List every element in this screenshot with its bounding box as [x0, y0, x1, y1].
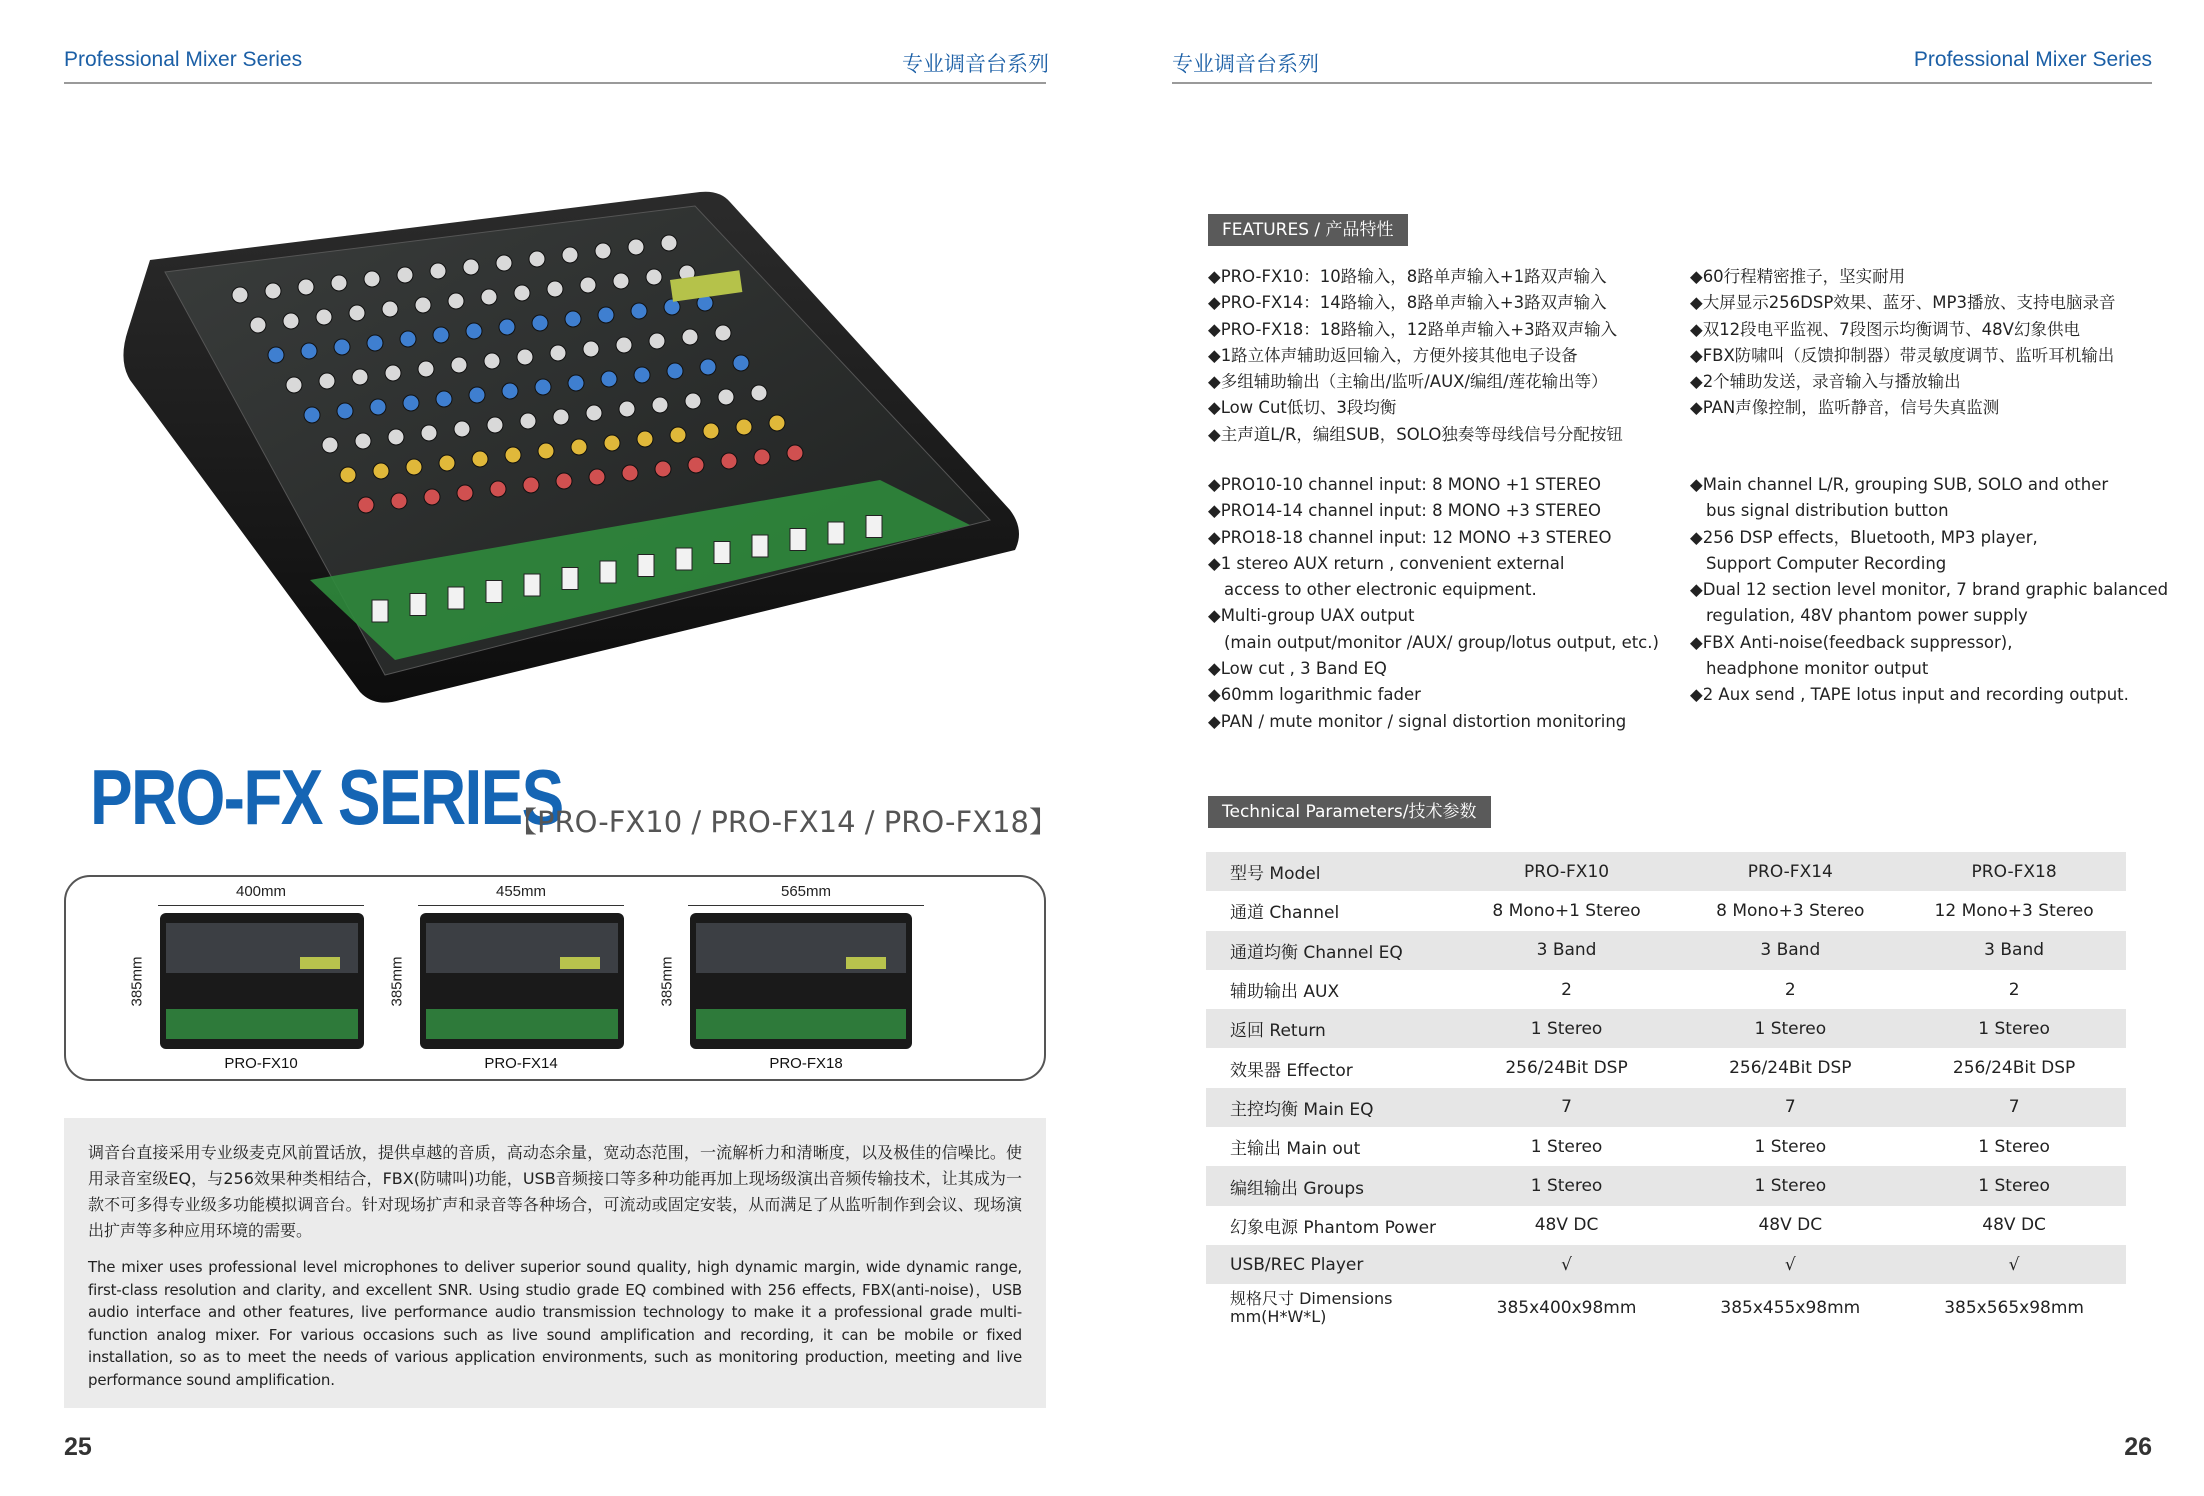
mixer-knob	[547, 281, 563, 297]
mixer-knob	[250, 317, 266, 333]
param-label: 通道 Channel	[1230, 903, 1340, 924]
mixer-knob	[514, 285, 530, 301]
mixer-knob	[733, 355, 749, 371]
param-label: 效果器 Effector	[1230, 1060, 1353, 1081]
mixer-knob	[265, 283, 281, 299]
param-value: 1 Stereo	[1455, 1009, 1679, 1048]
unit-depth-label: 385mm	[128, 956, 146, 1007]
feature-item: ◆Low Cut低切、3段均衡	[1208, 398, 1397, 418]
feature-item: ◆大屏显示256DSP效果、蓝牙、MP3播放、支持电脑录音	[1690, 293, 2116, 313]
mixer-fader	[524, 574, 540, 596]
mixer-knob	[232, 287, 248, 303]
param-label: 幻象电源 Phantom Power	[1230, 1217, 1437, 1238]
table-row	[1206, 1048, 2126, 1087]
mixer-knob	[553, 409, 569, 425]
mixer-knob	[598, 307, 614, 323]
unit-name: PRO-FX14	[484, 1055, 558, 1072]
mixer-fader	[448, 587, 464, 609]
features-cn-left	[1208, 264, 1623, 448]
mixer-knob	[454, 421, 470, 437]
mixer-knob	[754, 449, 770, 465]
mixer-knob	[505, 447, 521, 463]
mixer-knob	[415, 297, 431, 313]
mixer-knob	[532, 315, 548, 331]
mixer-knob	[631, 303, 647, 319]
param-label: 辅助输出 AUX	[1230, 982, 1340, 1003]
mixer-knob	[319, 373, 335, 389]
mixer-knob	[655, 461, 671, 477]
feature-item-continued: regulation, 48V phantom power supply	[1706, 606, 2028, 626]
table-row	[1206, 1127, 2126, 1166]
table-row	[1206, 1284, 2126, 1332]
feature-item-continued: (main output/monitor /AUX/ group/lotus output, etc.)	[1224, 632, 1659, 652]
mixer-knob	[586, 405, 602, 421]
mixer-knob	[373, 463, 389, 479]
feature-item: ◆PRO18-18 channel input: 12 MONO +3 STEREO	[1208, 527, 1612, 547]
feature-item: ◆FBX防啸叫（反馈抑制器）带灵敏度调节、监听耳机输出	[1690, 345, 2115, 365]
param-value: 48V DC	[1534, 1215, 1599, 1236]
mixer-knob	[355, 433, 371, 449]
feature-item: ◆60mm logarithmic fader	[1208, 685, 1421, 705]
param-value: 385x565x98mm	[1944, 1298, 2084, 1319]
feature-item: ◆256 DSP effects，Bluetooth, MP3 player,	[1690, 527, 2038, 547]
features-en-right	[1690, 472, 2168, 709]
unit-pro-fx14	[388, 877, 696, 1083]
mixer-knob	[769, 415, 785, 431]
mixer-knob	[268, 347, 284, 363]
mixer-knob	[649, 333, 665, 349]
mixer-knob	[430, 263, 446, 279]
param-label: 通道均衡 Channel EQ	[1206, 931, 1455, 970]
mixer-fader	[752, 535, 768, 557]
param-value: √	[1678, 1245, 1902, 1284]
mixer-knob	[652, 397, 668, 413]
param-value: 8 Mono+1 Stereo	[1492, 900, 1641, 921]
mixer-fader	[828, 522, 844, 544]
mixer-thumbnail	[420, 913, 624, 1049]
param-value: 7	[1455, 1088, 1679, 1127]
param-value: 1 Stereo	[1754, 1136, 1827, 1157]
table-row	[1206, 931, 2126, 970]
mixer-fader	[486, 581, 502, 603]
mixer-knob	[490, 481, 506, 497]
mixer-knob	[391, 493, 407, 509]
mixer-knob	[619, 401, 635, 417]
mixer-knob	[595, 243, 611, 259]
mixer-knob	[400, 331, 416, 347]
param-value: PRO-FX10	[1455, 852, 1679, 891]
right-header-subtitle: 专业调音台系列	[1172, 53, 1319, 76]
feature-item: ◆PAN / mute monitor / signal distortion monitoring	[1208, 711, 1627, 731]
param-value: 3 Band	[1902, 931, 2126, 970]
param-value: 8 Mono+3 Stereo	[1716, 900, 1865, 921]
param-value: 48V DC	[1982, 1215, 2046, 1236]
feature-item: ◆FBX Anti-noise(feedback suppressor),	[1690, 632, 2013, 652]
mixer-knob	[601, 371, 617, 387]
param-value: 1 Stereo	[1678, 1009, 1902, 1048]
mixer-thumbnail	[160, 913, 364, 1049]
table-row	[1206, 852, 2126, 891]
unit-width-label: 455mm	[495, 883, 547, 900]
mixer-knob	[670, 427, 686, 443]
mixer-knob	[286, 377, 302, 393]
feature-item: ◆PRO-FX10：10路输入，8路单声输入+1路双声输入	[1208, 267, 1607, 286]
mixer-knob	[637, 431, 653, 447]
param-label: 型号 Model	[1206, 852, 1455, 891]
mixer-knob	[520, 413, 536, 429]
param-value: 1 Stereo	[1455, 1166, 1679, 1205]
description-panel	[64, 1118, 1046, 1408]
feature-item: ◆Dual 12 section level monitor, 7 brand graphic balanced	[1690, 580, 2169, 600]
mixer-knob	[448, 293, 464, 309]
mixer-knob	[688, 457, 704, 473]
mixer-fader	[600, 561, 616, 583]
mixer-knob	[583, 341, 599, 357]
mixer-knob	[334, 339, 350, 355]
mixer-fader	[676, 548, 692, 570]
mixer-knob	[457, 485, 473, 501]
mixer-thumbnail	[690, 913, 912, 1049]
mixer-knob	[622, 465, 638, 481]
feature-item-continued: Support Computer Recording	[1706, 553, 1947, 573]
mixer-knob	[568, 375, 584, 391]
mixer-knob	[685, 393, 701, 409]
tech-params-table	[1206, 852, 2126, 1332]
mixer-knob	[436, 391, 452, 407]
feature-item: ◆60行程精密推子，坚实耐用	[1690, 267, 1906, 286]
table-row	[1206, 1009, 2126, 1048]
feature-item: ◆1路立体声辅助返回输入，方便外接其他电子设备	[1208, 345, 1578, 365]
param-value: 2	[2008, 979, 2020, 1000]
feature-item: ◆PRO10-10 channel input: 8 MONO +1 STEREO	[1208, 475, 1602, 494]
param-value: 2	[1561, 979, 1572, 1000]
left-header-title: Professional Mixer Series	[64, 48, 303, 71]
table-row	[1206, 891, 2126, 930]
unit-name: PRO-FX18	[769, 1055, 843, 1072]
mixer-knob	[496, 255, 512, 271]
mixer-knob	[571, 439, 587, 455]
param-value: 12 Mono+3 Stereo	[1934, 900, 2094, 921]
mixer-knob	[604, 435, 620, 451]
table-row	[1206, 1245, 2126, 1284]
mixer-knob	[613, 273, 629, 289]
param-value: √	[1902, 1245, 2126, 1284]
param-label: 编组输出 Groups	[1206, 1166, 1455, 1205]
mixer-knob	[667, 363, 683, 379]
features-badge: FEATURES / 产品特性	[1208, 214, 1408, 246]
mixer-knob	[517, 349, 533, 365]
mixer-knob	[424, 489, 440, 505]
mixer-knob	[628, 239, 644, 255]
mixer-knob	[433, 327, 449, 343]
param-value: 256/24Bit DSP	[1729, 1058, 1852, 1079]
right-header-title: Professional Mixer Series	[1913, 48, 2152, 71]
features-cn-right	[1690, 264, 2116, 422]
mixer-knob	[283, 313, 299, 329]
param-value: 1 Stereo	[1902, 1166, 2126, 1205]
mixer-knob	[406, 459, 422, 475]
param-label: USB/REC Player	[1206, 1245, 1455, 1284]
description-english: The mixer uses professional level microphones to deliver superior sound quality, high dynamic margin, wide dynamic range, first-class resolution and clarity, and excellent SNR. Using studio grade EQ combined with 256 effects, FBX(anti-noise)，USB audio interface and other features, live performance audio transmission technology to make it a professional grade multi-function analog mixer. For various occasions such as live sound amplification and recording, it can be mobile or fixed installation, so as to meet the needs of various application environments, such as monitoring production, meeting and live performance sound amplification.	[88, 1258, 1022, 1389]
unit-width-label: 400mm	[235, 883, 287, 900]
mixer-knob	[565, 311, 581, 327]
mixer-knob	[466, 323, 482, 339]
mixer-knob	[556, 473, 572, 489]
mixer-knob	[646, 269, 662, 285]
mixer-knob	[298, 279, 314, 295]
mixer-fader	[866, 516, 882, 538]
mixer-knob	[682, 329, 698, 345]
mixer-knob	[421, 425, 437, 441]
param-label: 主控均衡 Main EQ	[1206, 1088, 1455, 1127]
unit-pro-fx18	[658, 877, 936, 1083]
mixer-fader	[638, 555, 654, 577]
param-label: 规格尺寸 Dimensions mm(H*W*L)	[1230, 1289, 1393, 1327]
feature-item: ◆PAN声像控制，监听静音，信号失真监测	[1690, 398, 2000, 418]
param-value: 48V DC	[1758, 1215, 1823, 1236]
table-row	[1206, 1088, 2126, 1127]
mixer-knob	[463, 259, 479, 275]
table-row	[1206, 1166, 2126, 1205]
param-value: 2	[1784, 979, 1796, 1000]
param-value: 385x400x98mm	[1496, 1298, 1637, 1319]
param-value: 7	[1902, 1088, 2126, 1127]
param-value: √	[1455, 1245, 1679, 1284]
feature-item: ◆PRO14-14 channel input: 8 MONO +3 STEREO	[1208, 501, 1602, 521]
series-title: PRO-FX SERIES	[90, 753, 563, 841]
param-value: 1 Stereo	[1978, 1136, 2050, 1157]
mixer-knob	[718, 389, 734, 405]
mixer-knob	[397, 267, 413, 283]
mixer-knob	[616, 337, 632, 353]
mixer-knob	[367, 335, 383, 351]
param-label: 返回 Return	[1206, 1009, 1455, 1048]
mixer-knob	[388, 429, 404, 445]
unit-depth-label: 385mm	[388, 956, 406, 1007]
param-value: 256/24Bit DSP	[1505, 1058, 1628, 1079]
feature-item: ◆PRO-FX14：14路输入，8路单声输入+3路双声输入	[1208, 293, 1607, 313]
left-header-rule	[64, 82, 1046, 84]
dimensions-panel	[64, 875, 1046, 1081]
mixer-knob	[304, 407, 320, 423]
param-value: 3 Band	[1678, 931, 1902, 970]
feature-item: ◆2个辅助发送，录音输入与播放输出	[1690, 372, 1961, 392]
mixer-knob	[403, 395, 419, 411]
param-label: 主输出 Main out	[1230, 1139, 1361, 1160]
param-value: 256/24Bit DSP	[1952, 1058, 2076, 1079]
feature-item: ◆Low cut , 3 Band EQ	[1208, 659, 1387, 679]
mixer-knob	[715, 325, 731, 341]
param-value: 385x455x98mm	[1720, 1298, 1861, 1319]
mixer-knob	[661, 235, 677, 251]
mixer-knob	[538, 443, 554, 459]
mixer-knob	[364, 271, 380, 287]
unit-name: PRO-FX10	[224, 1055, 298, 1072]
mixer-knob	[736, 419, 752, 435]
left-header-subtitle: 专业调音台系列	[902, 53, 1049, 76]
mixer-knob	[472, 451, 488, 467]
unit-depth-label: 385mm	[658, 956, 676, 1007]
feature-item: ◆Multi-group UAX output	[1208, 606, 1415, 626]
mixer-knob	[703, 423, 719, 439]
features-en-left	[1208, 472, 1659, 735]
feature-item-continued: access to other electronic equipment.	[1224, 580, 1537, 600]
mixer-product-image	[110, 180, 1030, 730]
param-value: 1 Stereo	[1678, 1166, 1902, 1205]
feature-item: ◆PRO-FX18：18路输入，12路单声输入+3路双声输入	[1208, 319, 1618, 339]
mixer-fader	[790, 529, 806, 551]
mixer-knob	[382, 301, 398, 317]
mixer-knob	[502, 383, 518, 399]
param-value: 1 Stereo	[1902, 1009, 2126, 1048]
mixer-fader	[372, 600, 388, 622]
mixer-knob	[439, 455, 455, 471]
mixer-knob	[481, 289, 497, 305]
mixer-knob	[418, 361, 434, 377]
feature-item: ◆多组辅助输出（主输出/监听/AUX/编组/莲花输出等）	[1208, 372, 1608, 392]
tech-params-badge: Technical Parameters/技术参数	[1208, 796, 1491, 828]
mixer-knob	[721, 453, 737, 469]
mixer-knob	[700, 359, 716, 375]
mixer-fader	[410, 594, 426, 616]
mixer-knob	[301, 343, 317, 359]
mixer-knob	[487, 417, 503, 433]
mixer-knob	[580, 277, 596, 293]
mixer-knob	[352, 369, 368, 385]
feature-item-continued: bus signal distribution button	[1706, 501, 1949, 521]
mixer-knob	[499, 319, 515, 335]
mixer-knob	[337, 403, 353, 419]
param-value: PRO-FX14	[1678, 852, 1902, 891]
mixer-knob	[340, 467, 356, 483]
mixer-knob	[316, 309, 332, 325]
series-models: 【PRO-FX10 / PRO-FX14 / PRO-FX18】	[508, 805, 1058, 839]
mixer-knob	[322, 437, 338, 453]
unit-width-label: 565mm	[780, 883, 832, 900]
mixer-knob	[550, 345, 566, 361]
mixer-knob	[349, 305, 365, 321]
feature-item: ◆2 Aux send , TAPE lotus input and recording output.	[1690, 685, 2129, 705]
table-row	[1206, 970, 2126, 1009]
param-value: 1 Stereo	[1530, 1136, 1603, 1157]
mixer-knob	[370, 399, 386, 415]
mixer-knob	[751, 385, 767, 401]
mixer-knob	[664, 299, 680, 315]
feature-item: ◆主声道L/R，编组SUB，SOLO独奏等母线信号分配按钮	[1208, 424, 1623, 444]
mixer-knob	[358, 497, 374, 513]
mixer-fader	[714, 542, 730, 564]
table-row	[1206, 1206, 2126, 1245]
page-number-right: 26	[2124, 1433, 2152, 1461]
description-chinese: 调音台直接采用专业级麦克风前置话放，提供卓越的音质，高动态余量，宽动态范围，一流解析力和清晰度，以及极佳的信噪比。使用录音室级EQ，与256效果种类相结合，FBX(防啸叫)功能，USB音频接口等多种功能再加上现场级演出音频传输技术，让其成为一款不可多得专业级多功能模拟调音台。针对现场扩声和录音等各种场合，可流动或固定安装，从而满足了从监听制作到会议、现场演出扩声等多种应用环境的需要。	[88, 1143, 1022, 1240]
mixer-knob	[562, 247, 578, 263]
mixer-knob	[484, 353, 500, 369]
mixer-knob	[535, 379, 551, 395]
param-value: PRO-FX18	[1902, 852, 2126, 891]
mixer-knob	[451, 357, 467, 373]
param-value: 7	[1678, 1088, 1902, 1127]
feature-item-continued: headphone monitor output	[1706, 659, 1929, 679]
feature-item: ◆Main channel L/R, grouping SUB, SOLO and other	[1690, 475, 2109, 494]
mixer-knob	[523, 477, 539, 493]
param-value: 3 Band	[1455, 931, 1679, 970]
mixer-fader	[562, 568, 578, 590]
mixer-knob	[634, 367, 650, 383]
mixer-knob	[589, 469, 605, 485]
mixer-knob	[385, 365, 401, 381]
feature-item: ◆双12段电平监视、7段图示均衡调节、48V幻象供电	[1690, 319, 2080, 339]
page-number-left: 25	[64, 1433, 92, 1461]
mixer-knob	[331, 275, 347, 291]
mixer-knob	[787, 445, 803, 461]
mixer-knob	[529, 251, 545, 267]
right-header-rule	[1172, 82, 2152, 84]
feature-item: ◆1 stereo AUX return , convenient external	[1208, 553, 1565, 573]
mixer-knob	[469, 387, 485, 403]
